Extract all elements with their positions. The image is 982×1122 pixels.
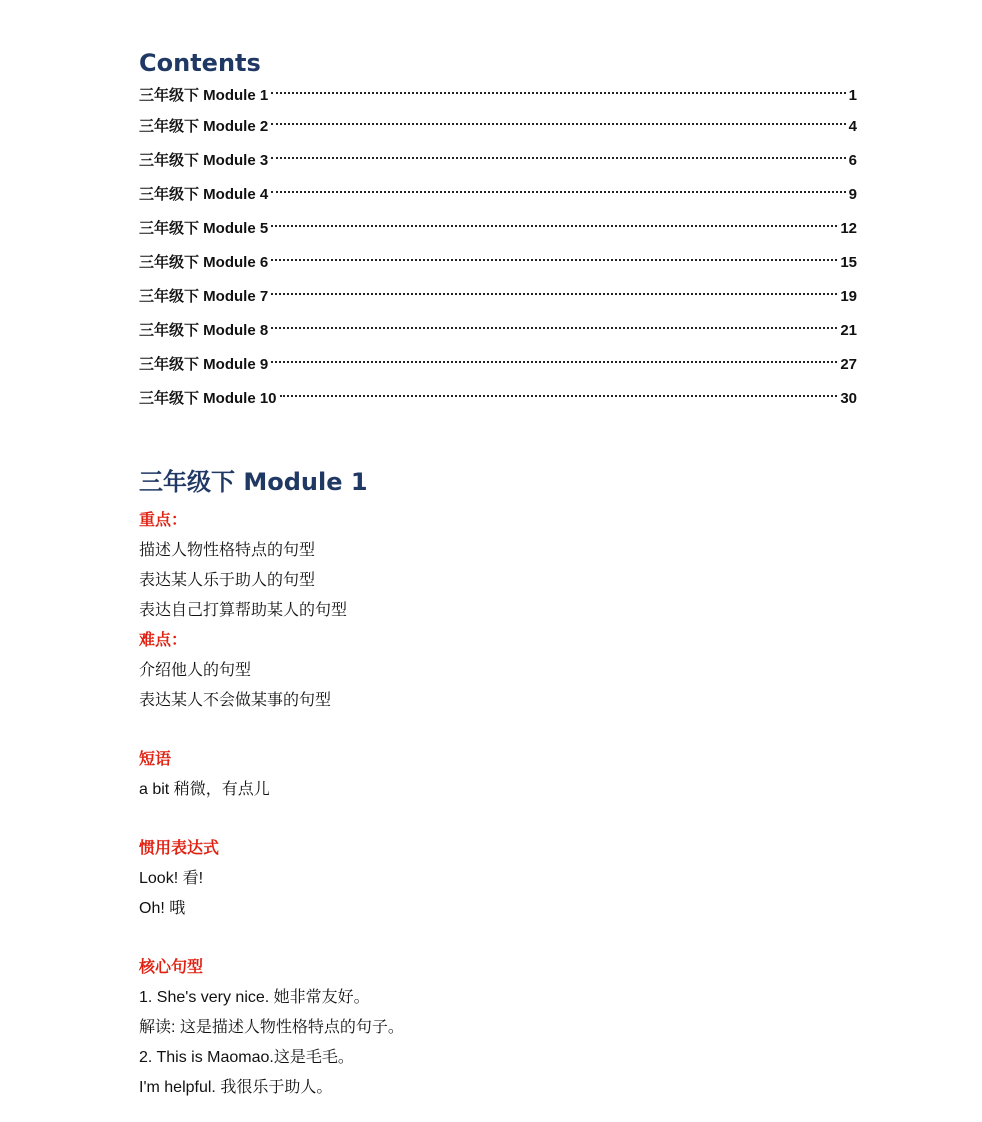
toc-entry-page: 27 xyxy=(840,356,857,373)
toc-entry-label: 三年级下 Module 3 xyxy=(139,152,269,169)
spacer xyxy=(139,924,857,953)
toc-leader-dots xyxy=(271,225,837,227)
expression-item: Oh! 哦 xyxy=(139,900,186,917)
core-sentence-item: 解读: 这是描述人物性格特点的句子。 xyxy=(139,1019,404,1036)
toc-entry-page: 15 xyxy=(840,254,857,271)
spacer xyxy=(139,805,857,834)
difficult-points-label: 难点： xyxy=(139,632,188,649)
core-sentences-label: 核心句型 xyxy=(139,959,204,976)
toc-leader-dots xyxy=(271,293,837,295)
toc-entry-label: 三年级下 Module 2 xyxy=(139,118,269,135)
toc-entry-page: 21 xyxy=(840,322,857,339)
toc-entry-page: 12 xyxy=(840,220,857,237)
section-content xyxy=(139,506,857,1103)
difficult-point-item: 介绍他人的句型 xyxy=(139,662,252,679)
phrases-label: 短语 xyxy=(139,751,172,768)
toc-entry-page: 19 xyxy=(840,288,857,305)
toc-entry-page: 9 xyxy=(848,186,857,203)
toc-leader-dots xyxy=(271,123,845,125)
toc-entry-label: 三年级下 Module 6 xyxy=(139,254,269,271)
key-point-item: 表达自己打算帮助某人的句型 xyxy=(139,602,348,619)
toc-entry[interactable] xyxy=(139,382,857,416)
spacer xyxy=(139,716,857,745)
toc-entry-label: 三年级下 Module 9 xyxy=(139,356,269,373)
key-points-label: 重点： xyxy=(139,512,188,529)
toc-entry-label: 三年级下 Module 8 xyxy=(139,322,269,339)
key-point-item: 表达某人乐于助人的句型 xyxy=(139,572,316,589)
toc-leader-dots xyxy=(271,92,845,94)
core-sentence-item: 1. She's very nice. 她非常友好。 xyxy=(139,989,370,1006)
toc-entry-page: 6 xyxy=(848,152,857,169)
toc-entry[interactable] xyxy=(139,178,857,212)
toc-entry-label: 三年级下 Module 1 xyxy=(139,87,269,104)
expression-item: Look! 看! xyxy=(139,870,204,887)
toc-entry-page: 1 xyxy=(848,87,857,104)
toc-entry[interactable] xyxy=(139,212,857,246)
toc-entry-label: 三年级下 Module 10 xyxy=(139,390,277,407)
expressions-label: 惯用表达式 xyxy=(139,840,220,857)
toc-entry[interactable] xyxy=(139,280,857,314)
document-page xyxy=(139,48,857,1096)
toc-entry-label: 三年级下 Module 4 xyxy=(139,186,269,203)
core-sentence-item: I'm helpful. 我很乐于助人。 xyxy=(139,1079,333,1096)
key-point-item: 描述人物性格特点的句型 xyxy=(139,542,316,559)
toc-entry[interactable] xyxy=(139,144,857,178)
toc-list xyxy=(139,82,857,416)
toc-leader-dots xyxy=(271,157,845,159)
toc-entry-label: 三年级下 Module 7 xyxy=(139,288,269,305)
toc-entry[interactable] xyxy=(139,82,857,110)
section-title: 三年级下 Module 1 xyxy=(139,468,368,496)
toc-entry-page: 30 xyxy=(840,390,857,407)
phrase-item: a bit 稍微，有点儿 xyxy=(139,781,270,798)
toc-entry[interactable] xyxy=(139,348,857,382)
toc-leader-dots xyxy=(271,259,837,261)
difficult-point-item: 表达某人不会做某事的句型 xyxy=(139,692,332,709)
toc-entry[interactable] xyxy=(139,314,857,348)
toc-entry[interactable] xyxy=(139,246,857,280)
toc-entry-label: 三年级下 Module 5 xyxy=(139,220,269,237)
core-sentence-item: 2. This is Maomao.这是毛毛。 xyxy=(139,1049,354,1066)
toc-leader-dots xyxy=(271,191,845,193)
toc-leader-dots xyxy=(271,327,837,329)
toc-entry[interactable] xyxy=(139,110,857,144)
toc-entry-page: 4 xyxy=(848,118,857,135)
toc-leader-dots xyxy=(280,395,838,397)
toc-leader-dots xyxy=(271,361,837,363)
toc-title: Contents xyxy=(139,49,261,77)
